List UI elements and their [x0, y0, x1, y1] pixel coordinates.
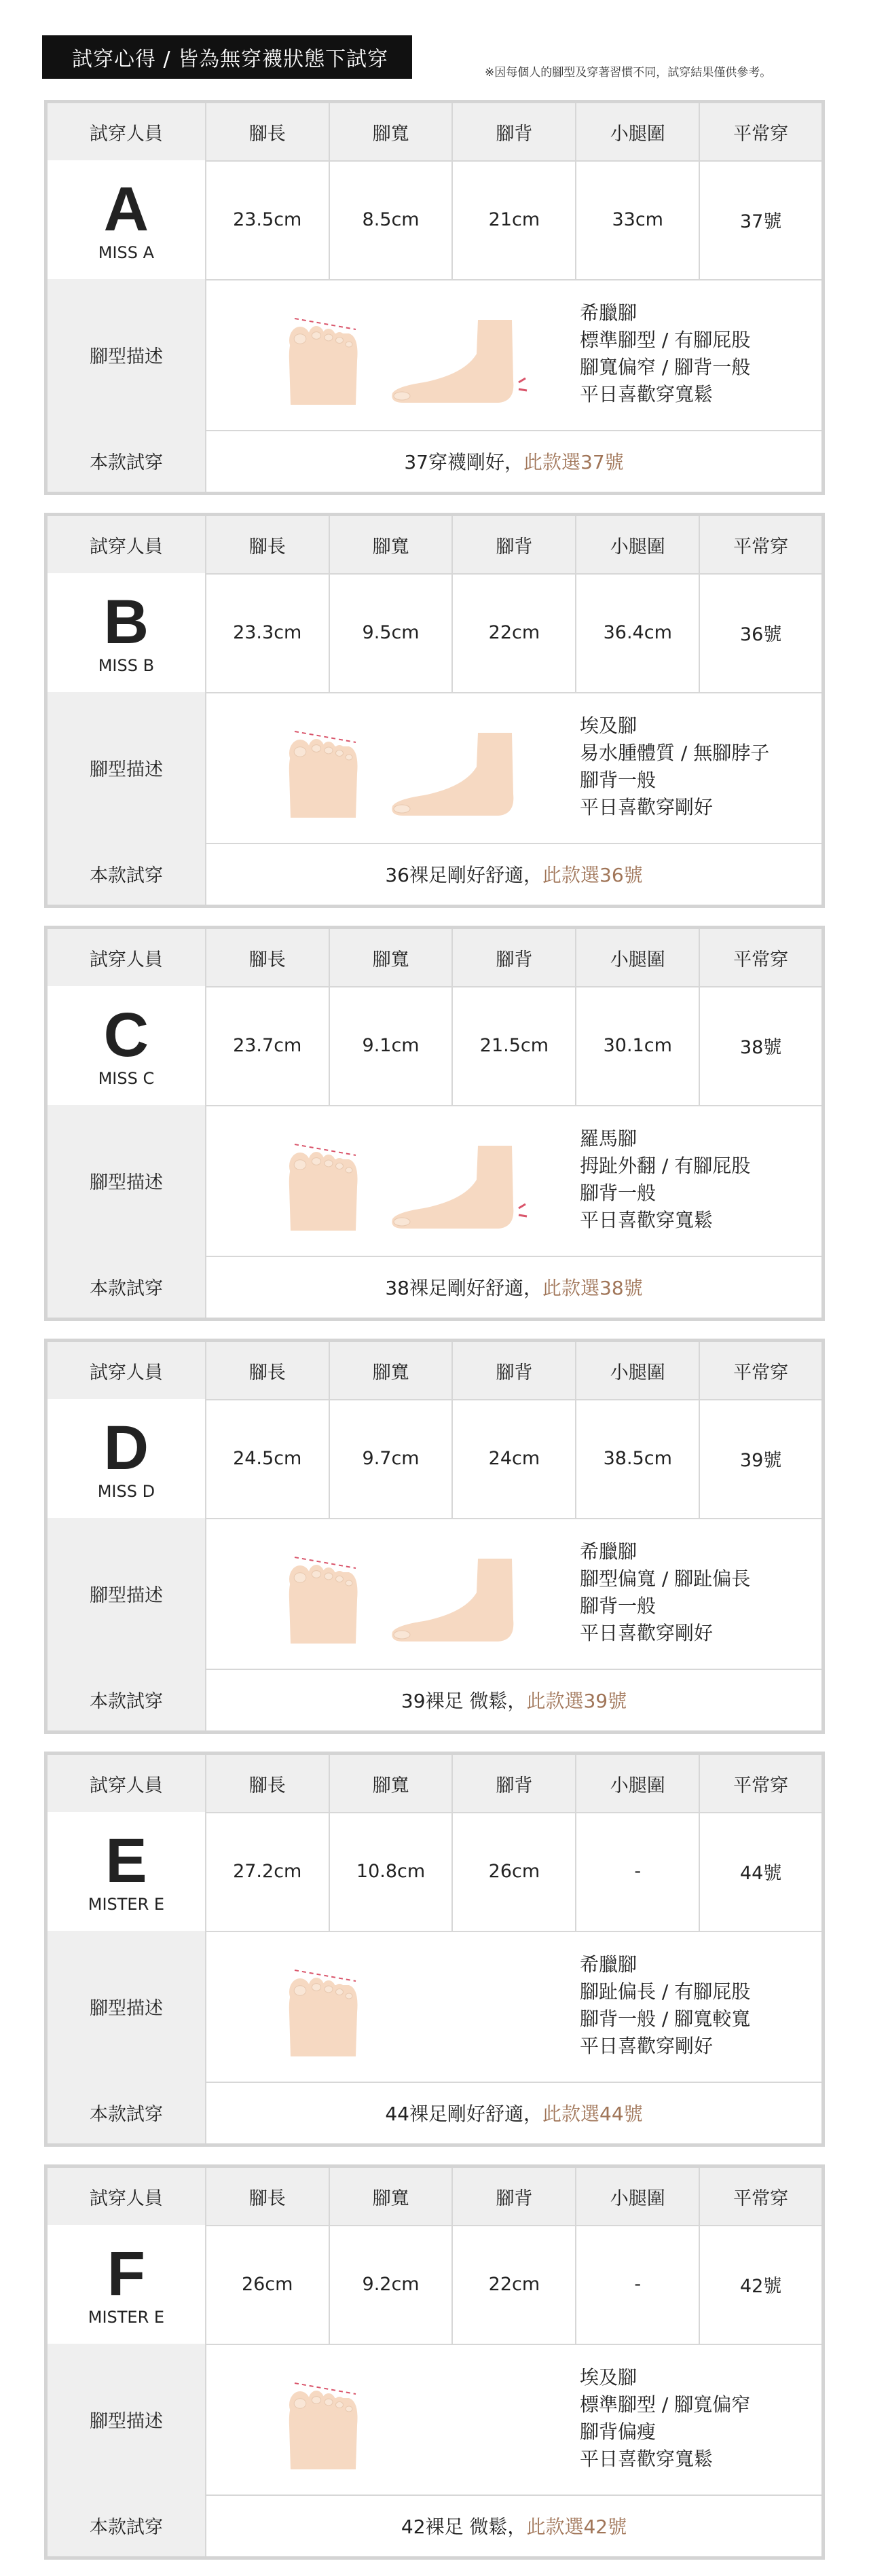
measurement-cell: 42號: [739, 2276, 782, 2297]
description-line: 希臘腳: [580, 302, 637, 324]
description-line: 易水腫體質 / 無腳脖子: [580, 742, 770, 764]
try-on-row: [48, 2082, 821, 2143]
foot-illustration: [281, 300, 553, 408]
tester-letter: B: [103, 587, 149, 657]
tester-id: [48, 1812, 206, 1931]
description-line: 腳寬偏窄 / 腳背一般: [580, 356, 751, 378]
tester-id: [48, 160, 206, 279]
desc-content: [206, 1931, 821, 2082]
column-header: 平常穿: [700, 516, 821, 573]
try-result-text: 42裸足 微鬆，: [401, 2515, 527, 2538]
description-line: 腳背一般: [580, 1182, 657, 1204]
column-header: 試穿人員: [48, 516, 206, 573]
column-header: 腳背: [453, 2168, 576, 2225]
size-pick: 此款選36號: [542, 863, 643, 886]
description-line: 平日喜歡穿寬鬆: [580, 1209, 714, 1231]
description-line: 平日喜歡穿寬鬆: [580, 383, 714, 405]
try-result-text: 36裸足剛好舒適，: [385, 863, 542, 886]
column-header: 腳寬: [330, 929, 454, 986]
foot-front-icon: [281, 719, 363, 821]
tester-card: [44, 2164, 825, 2560]
tester-name: MISTER E: [88, 1894, 165, 1914]
try-on-row: [48, 430, 821, 492]
tester-card: [44, 926, 825, 1321]
description-line: 希臘腳: [580, 1953, 637, 1976]
measurement-cell: 30.1cm: [576, 986, 700, 1105]
size-pick: 此款選44號: [542, 2102, 643, 2125]
column-header: 小腿圍: [576, 2168, 700, 2225]
description-line: 埃及腳: [580, 2366, 637, 2389]
description-line: 腳背偏瘦: [580, 2420, 657, 2443]
column-header: 小腿圍: [576, 103, 700, 160]
size-pick: 此款選39號: [526, 1689, 627, 1712]
try-label: 本款試穿: [48, 2495, 206, 2556]
tester-name: MISS A: [98, 242, 155, 262]
column-header: 腳長: [206, 1342, 330, 1399]
foot-description: [580, 2364, 750, 2473]
measurement-row: [48, 2225, 821, 2345]
table-header-row: [48, 1755, 821, 1813]
try-result-text: 39裸足 微鬆，: [401, 1689, 527, 1712]
measurement-cell: 22cm: [453, 573, 576, 692]
measurement-cell: 36.4cm: [576, 573, 700, 692]
foot-description-row: [48, 1518, 821, 1670]
try-result: [206, 2082, 821, 2143]
tester-letter: C: [103, 1000, 149, 1070]
description-line: 腳趾偏長 / 有腳屁股: [580, 1980, 751, 2003]
tester-card: [44, 1339, 825, 1734]
description-line: 腳型偏寬 / 腳趾偏長: [580, 1567, 751, 1590]
foot-front-icon: [281, 2371, 363, 2473]
tester-letter: F: [107, 2238, 145, 2308]
tester-letter: E: [105, 1826, 147, 1895]
size-pick: 此款選42號: [526, 2515, 627, 2538]
tester-name: MISS B: [98, 655, 155, 675]
description-line: 拇趾外翻 / 有腳屁股: [580, 1155, 751, 1177]
foot-description: [580, 1125, 750, 1234]
column-header: 平常穿: [700, 1342, 821, 1399]
desc-content: [206, 1518, 821, 1669]
measurement-cell: -: [576, 2225, 700, 2344]
desc-content: [206, 692, 821, 843]
measurement-cell: 26cm: [453, 1812, 576, 1931]
foot-side-icon: [383, 306, 532, 408]
tester-name: MISTER E: [88, 2307, 165, 2327]
foot-description-row: [48, 2344, 821, 2496]
description-line: 羅馬腳: [580, 1127, 637, 1150]
description-line: 希臘腳: [580, 1540, 637, 1563]
column-header: 腳長: [206, 103, 330, 160]
desc-label: 腳型描述: [48, 692, 206, 843]
tester-id: [48, 573, 206, 692]
description-line: 標準腳型 / 腳寬偏窄: [580, 2393, 751, 2416]
desc-content: [206, 1105, 821, 1256]
measurement-cell: 33cm: [576, 160, 700, 279]
foot-front-icon: [281, 1958, 363, 2060]
desc-content: [206, 2344, 821, 2495]
foot-side-icon: [383, 719, 532, 821]
try-on-row: [48, 1669, 821, 1730]
try-result: [206, 1669, 821, 1730]
column-header: 腳背: [453, 1755, 576, 1812]
tester-id: [48, 2225, 206, 2344]
column-header: 平常穿: [700, 1755, 821, 1812]
measurement-cell: 9.5cm: [330, 573, 454, 692]
foot-illustration: [281, 1538, 553, 1647]
measurement-cell: 21cm: [453, 160, 576, 279]
desc-label: 腳型描述: [48, 1105, 206, 1256]
measurement-cell: 24.5cm: [206, 1399, 330, 1518]
try-label: 本款試穿: [48, 430, 206, 492]
measurement-cell: 23.3cm: [206, 573, 330, 692]
tester-letter: A: [103, 174, 149, 244]
description-line: 平日喜歡穿剛好: [580, 1622, 714, 1644]
column-header: 試穿人員: [48, 103, 206, 160]
page-title: 試穿心得 / 皆為無穿襪狀態下試穿: [72, 48, 389, 71]
disclaimer-note: ※因每個人的腳型及穿著習慣不同，試穿結果僅供參考。: [485, 66, 772, 79]
table-header-row: [48, 1342, 821, 1400]
page-title-bar: [42, 35, 412, 79]
description-line: 腳背一般: [580, 1595, 657, 1617]
try-label: 本款試穿: [48, 1669, 206, 1730]
foot-side-icon: [383, 1545, 532, 1647]
column-header: 腳背: [453, 516, 576, 573]
tester-card: [44, 513, 825, 908]
tester-card: [44, 100, 825, 495]
measurement-cell: 8.5cm: [330, 160, 454, 279]
measurement-cell: -: [576, 1812, 700, 1931]
tester-name: MISS D: [97, 1481, 155, 1501]
measurement-cell: 37號: [739, 211, 782, 232]
foot-description: [580, 300, 750, 408]
table-header-row: [48, 2168, 821, 2226]
column-header: 試穿人員: [48, 2168, 206, 2225]
foot-description: [580, 1951, 750, 2060]
column-header: 小腿圍: [576, 929, 700, 986]
column-header: 腳寬: [330, 1755, 454, 1812]
column-header: 試穿人員: [48, 1342, 206, 1399]
measurement-cell: 23.7cm: [206, 986, 330, 1105]
measurement-cell: 9.2cm: [330, 2225, 454, 2344]
column-header: 腳寬: [330, 516, 454, 573]
column-header: 小腿圍: [576, 516, 700, 573]
table-header-row: [48, 929, 821, 987]
measurement-row: [48, 1399, 821, 1519]
measurement-cell: 10.8cm: [330, 1812, 454, 1931]
foot-description-row: [48, 1931, 821, 2083]
description-line: 標準腳型 / 有腳屁股: [580, 329, 751, 351]
column-header: 腳寬: [330, 2168, 454, 2225]
try-label: 本款試穿: [48, 1256, 206, 1318]
tester-letter: D: [103, 1413, 149, 1483]
description-line: 平日喜歡穿剛好: [580, 796, 714, 818]
try-label: 本款試穿: [48, 843, 206, 905]
measurement-cell: 21.5cm: [453, 986, 576, 1105]
column-header: 小腿圍: [576, 1342, 700, 1399]
desc-content: [206, 279, 821, 430]
tester-name: MISS C: [98, 1068, 155, 1088]
column-header: 平常穿: [700, 103, 821, 160]
column-header: 小腿圍: [576, 1755, 700, 1812]
column-header: 平常穿: [700, 929, 821, 986]
desc-label: 腳型描述: [48, 279, 206, 430]
measurement-cell: 24cm: [453, 1399, 576, 1518]
tester-id: [48, 986, 206, 1105]
measurement-cell: 9.1cm: [330, 986, 454, 1105]
size-pick: 此款選37號: [523, 450, 624, 473]
foot-side-icon: [383, 1132, 532, 1234]
measurement-row: [48, 573, 821, 693]
measurement-cell: 38號: [739, 1037, 782, 1058]
column-header: 腳長: [206, 1755, 330, 1812]
measurement-cell: 39號: [739, 1450, 782, 1471]
measurement-cell: 27.2cm: [206, 1812, 330, 1931]
description-line: 腳背一般 / 腳寬較寬: [580, 2008, 751, 2030]
try-result: [206, 1256, 821, 1318]
column-header: 腳背: [453, 1342, 576, 1399]
try-label: 本款試穿: [48, 2082, 206, 2143]
measurement-row: [48, 1812, 821, 1932]
table-header-row: [48, 103, 821, 162]
try-result-text: 38裸足剛好舒適，: [385, 1276, 542, 1299]
foot-front-icon: [281, 1545, 363, 1647]
measurement-cell: 9.7cm: [330, 1399, 454, 1518]
tester-id: [48, 1399, 206, 1518]
measurement-row: [48, 160, 821, 280]
description-line: 平日喜歡穿寬鬆: [580, 2448, 714, 2470]
try-on-row: [48, 1256, 821, 1318]
description-line: 平日喜歡穿剛好: [580, 2035, 714, 2057]
desc-label: 腳型描述: [48, 1518, 206, 1669]
foot-illustration: [281, 712, 553, 821]
measurement-cell: 23.5cm: [206, 160, 330, 279]
try-result-text: 37穿襪剛好，: [404, 450, 523, 473]
desc-label: 腳型描述: [48, 1931, 206, 2082]
column-header: 腳寬: [330, 1342, 454, 1399]
column-header: 腳長: [206, 516, 330, 573]
measurement-cell: 26cm: [206, 2225, 330, 2344]
foot-description-row: [48, 1105, 821, 1257]
size-pick: 此款選38號: [542, 1276, 643, 1299]
try-result: [206, 430, 821, 492]
column-header: 腳背: [453, 929, 576, 986]
column-header: 腳長: [206, 929, 330, 986]
foot-front-icon: [281, 306, 363, 408]
measurement-row: [48, 986, 821, 1106]
column-header: 腳長: [206, 2168, 330, 2225]
measurement-cell: 38.5cm: [576, 1399, 700, 1518]
try-result: [206, 2495, 821, 2556]
foot-illustration: [281, 1951, 553, 2060]
column-header: 腳背: [453, 103, 576, 160]
table-header-row: [48, 516, 821, 575]
tester-card: [44, 1752, 825, 2147]
foot-description: [580, 1538, 750, 1647]
measurement-cell: 44號: [739, 1863, 782, 1884]
measurement-cell: 36號: [739, 624, 782, 645]
foot-illustration: [281, 1125, 553, 1234]
description-line: 埃及腳: [580, 714, 637, 737]
try-on-row: [48, 2495, 821, 2556]
foot-description-row: [48, 692, 821, 844]
foot-illustration: [281, 2364, 553, 2473]
try-result: [206, 843, 821, 905]
foot-description: [580, 712, 769, 821]
try-on-row: [48, 843, 821, 905]
foot-description-row: [48, 279, 821, 431]
column-header: 腳寬: [330, 103, 454, 160]
column-header: 試穿人員: [48, 929, 206, 986]
foot-front-icon: [281, 1132, 363, 1234]
desc-label: 腳型描述: [48, 2344, 206, 2495]
description-line: 腳背一般: [580, 769, 657, 791]
measurement-cell: 22cm: [453, 2225, 576, 2344]
column-header: 平常穿: [700, 2168, 821, 2225]
column-header: 試穿人員: [48, 1755, 206, 1812]
try-result-text: 44裸足剛好舒適，: [385, 2102, 542, 2125]
